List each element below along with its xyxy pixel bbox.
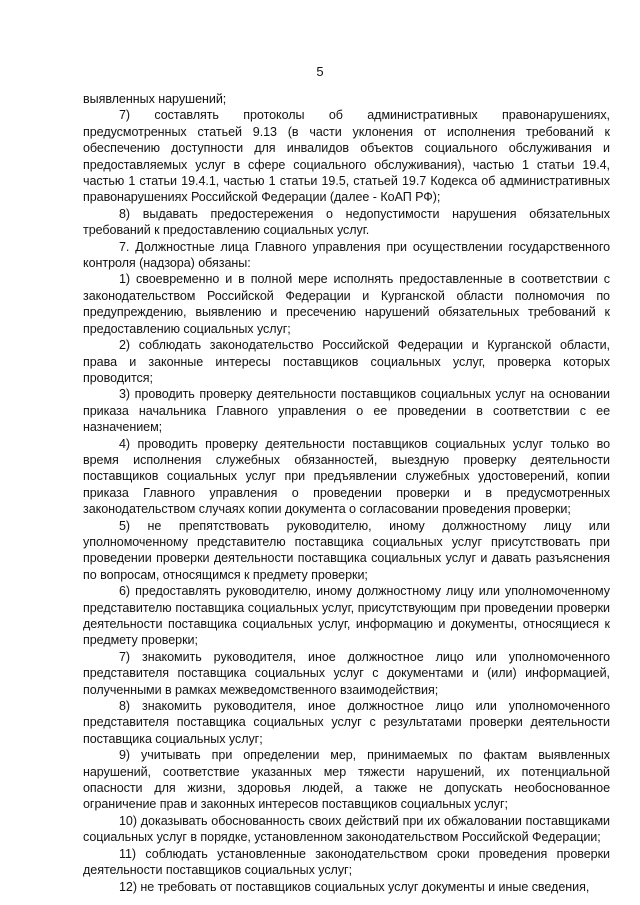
paragraph: 1) своевременно и в полной мере исполнять предоставленные в соответствии с законодательством Российской Федерации и Курганской области полномочия по предупреждению, выявлению и пресечению нарушений обязательных требований к предоставлению социальных услуг; — [83, 272, 610, 336]
paragraph: 7) знакомить руководителя, иное должностное лицо или уполномоченного представителя поставщика социальных услуг с документами и (или) информацией, полученными в рамках межведомственного взаимодействия; — [83, 649, 610, 697]
paragraph: 6) предоставлять руководителю, иному должностному лицу или уполномоченному представителю поставщика социальных услуг, присутствующим при проведении проверки деятельности поставщика социальных услуг, информацию и документы, относящиеся к предмету проверки; — [83, 584, 610, 648]
paragraph: 9) учитывать при определении мер, принимаемых по фактам выявленных нарушений, соответствие указанных мер тяжести нарушений, их потенциальной опасности для жизни, здоровья людей, а также не допускать необоснованное ограничение прав и законных интересов поставщиков социальных услуг; — [83, 748, 610, 812]
page-number: 5 — [316, 64, 324, 79]
paragraph: 5) не препятствовать руководителю, иному должностному лицу или уполномоченному представителю поставщика социальных услуг присутствовать при проведении проверки деятельности поставщика социальных услуг и давать разъяснения по вопросам, относящимся к предмету проверки; — [83, 518, 610, 582]
paragraph: 2) соблюдать законодательство Российской Федерации и Курганской области, права и законные интересы поставщиков социальных услуг, проверка которых проводится; — [83, 338, 610, 385]
paragraph: 8) знакомить руководителя, иное должностное лицо или уполномоченного представителя поставщика социальных услуг с результатами проверки деятельности поставщика социальных услуг; — [83, 699, 610, 746]
paragraph: 7) составлять протоколы об административных правонарушениях, предусмотренных статьей 9.13 (в части уклонения от исполнения требований к обеспечению доступности для инвалидов объектов социального обслуживания и предоставляемых услуг в сфере социального обслуживания), частью 1 статьи 19.4, частью 1 статьи 19.4.1, частью 1 статьи 19.5, статьей 19.7 Кодекса об административных правонарушениях Российской Федерации (далее - КоАП РФ); — [83, 108, 610, 205]
paragraph: 8) выдавать предостережения о недопустимости нарушения обязательных требований к предоставлению социальных услуг. — [83, 206, 610, 238]
paragraph: 7. Должностные лица Главного управления при осуществлении государственного контроля (надзора) обязаны: — [83, 239, 610, 271]
document-body — [83, 91, 610, 895]
paragraph: выявленных нарушений; — [83, 92, 227, 106]
paragraph: 4) проводить проверку деятельности поставщиков социальных услуг только во время исполнения служебных обязанностей, выездную проверку деятельности поставщиков социальных услуг при предъявлении служебных удостоверений, копии приказа Главного управления о проведении проверки и в предусмотренных законодательством случаях копии документа о согласовании проведения проверки; — [83, 436, 610, 517]
paragraph: 10) доказывать обоснованность своих действий при их обжаловании поставщиками социальных услуг в порядке, установленном законодательством Российской Федерации; — [83, 813, 610, 845]
paragraph: 11) соблюдать установленные законодательством сроки проведения проверки деятельности поставщиков социальных услуг; — [83, 846, 610, 878]
paragraph: 3) проводить проверку деятельности поставщиков социальных услуг на основании приказа начальника Главного управления о ее проведении в соответствии с ее назначением; — [83, 387, 610, 435]
paragraph: 12) не требовать от поставщиков социальных услуг документы и иные сведения, — [119, 879, 590, 894]
